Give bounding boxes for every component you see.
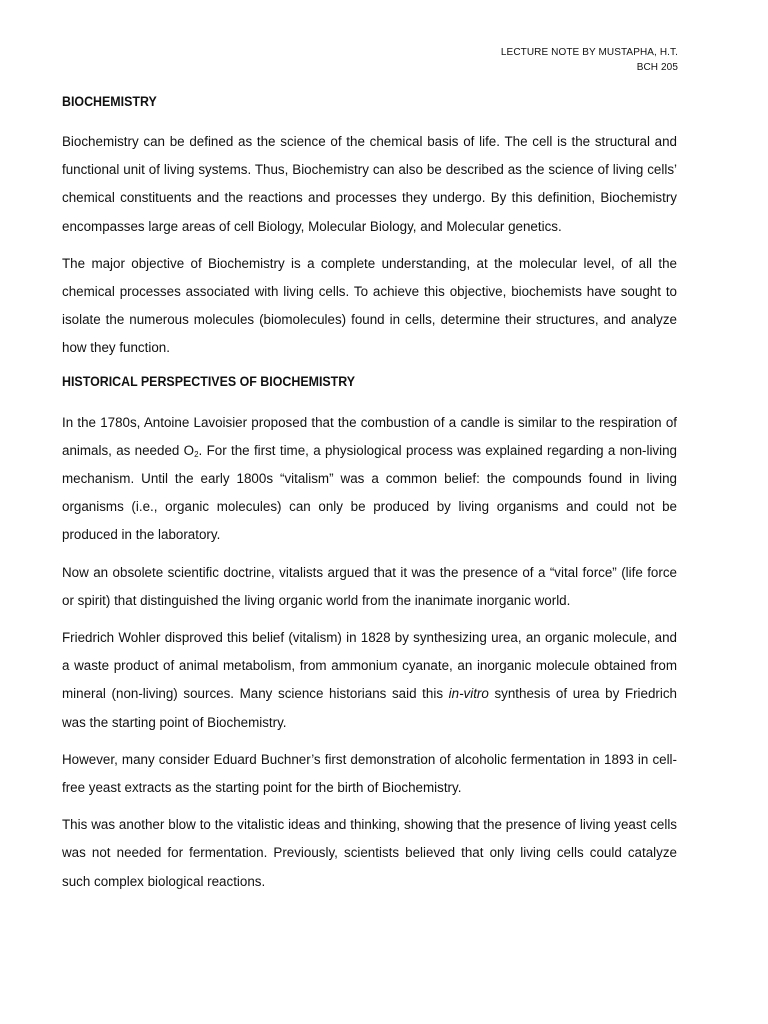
oxygen-subscript: 2 — [194, 449, 199, 459]
paragraph-fermentation: This was another blow to the vitalistic ideas and thinking, showing that the presence of living yeast cells was not needed for fermentation. Previously, scientists believed that only living cells could catalyze such complex biological reactions. — [62, 817, 677, 889]
page-header — [501, 45, 678, 75]
paragraph-vitalism: Now an obsolete scientific doctrine, vitalists argued that it was the presence of a “vital force” (life force or spirit) that distinguished the living organic world from the inanimate inorganic world. — [62, 564, 677, 608]
header-author: LECTURE NOTE BY MUSTAPHA, H.T. — [500, 47, 678, 58]
in-vitro-italic: in-vitro — [448, 686, 489, 702]
paragraph-buchner: However, many consider Eduard Buchner’s first demonstration of alcoholic fermentation in 1893 in cell-free yeast extracts as the starting point for the birth of Biochemistry. — [62, 751, 677, 796]
wohler-text-end: synthesis of urea by Friedrich was the starting point of Biochemistry. — [62, 686, 677, 730]
header-course-code: BCH 205 — [636, 62, 678, 73]
section-heading-biochemistry: BIOCHEMISTRY — [62, 94, 157, 109]
paragraph-lavoisier — [62, 409, 677, 550]
document-body — [62, 92, 677, 905]
lavoisier-text-end: . For the first time, a physiological process was explained regarding a non-living mechanism. Until the early 1800s “vitalism” was a common belief: the compounds found in living organisms (i.e., organic molecules) can only be produced by living organisms and could not be produced in the laboratory. — [62, 442, 677, 543]
paragraph-objective: The major objective of Biochemistry is a complete understanding, at the molecular level, of all the chemical processes associated with living cells. To achieve this objective, biochemists have sought to isolate the numerous molecules (biomolecules) found in cells, determine their structures, and analyze how they function. — [62, 255, 677, 356]
paragraph-definition: Biochemistry can be defined as the science of the chemical basis of life. The cell is the structural and functional unit of living systems. Thus, Biochemistry can also be described as the science of living cells’ chemical constituents and the reactions and processes they undergo. By this definition, Biochemistry encompasses large areas of cell Biology, Molecular Biology, and Molecular genetics. — [62, 134, 677, 234]
section-heading-history: HISTORICAL PERSPECTIVES OF BIOCHEMISTRY — [62, 373, 356, 389]
lavoisier-text-start: In the 1780s, Antoine Lavoisier proposed that the combustion of a candle is similar to the respiration of animals, as needed O — [62, 414, 677, 458]
paragraph-wohler — [62, 624, 677, 737]
wohler-text-start: Friedrich Wohler disproved this belief (vitalism) in 1828 by synthesizing urea, an organic molecule, and a waste product of animal metabolism, from ammonium cyanate, an inorganic molecule obtained from mineral (non-living) sources. Many science historians said this — [62, 630, 677, 702]
